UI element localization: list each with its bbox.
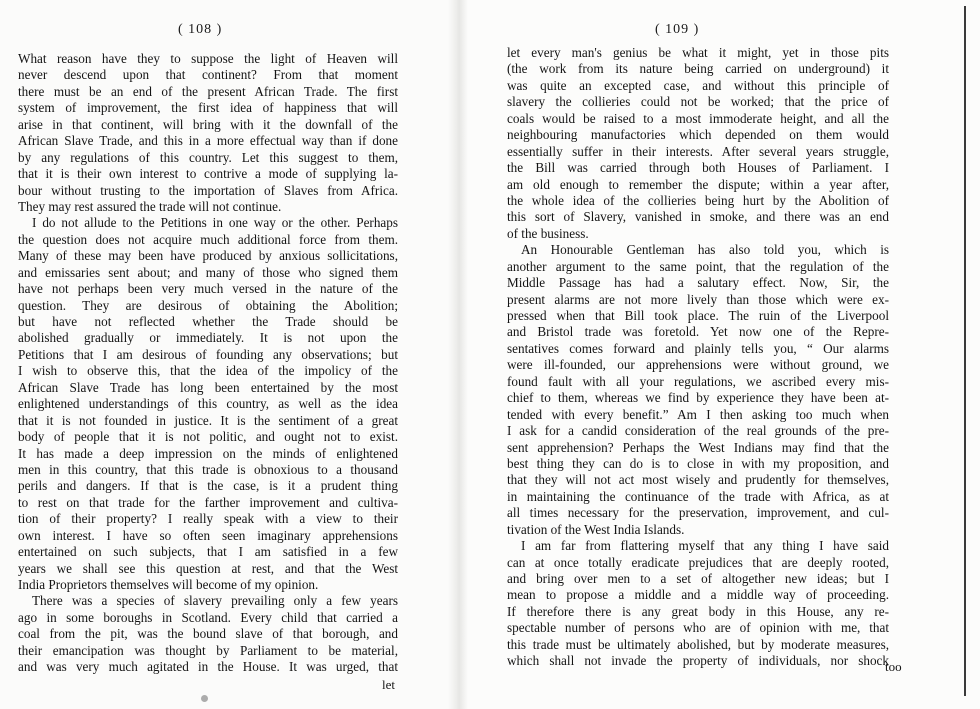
text-line: coals would be raised to a most immoderate height, and all the bbox=[507, 110, 889, 126]
text-line: let every man's genius be what it might, yet in those pits bbox=[507, 45, 889, 60]
page-edge bbox=[964, 6, 966, 696]
ink-blot bbox=[201, 695, 208, 702]
text-line: have not perhaps been very much versed in the nature of the bbox=[18, 281, 398, 297]
text-line: African Slave Trade, and this in a more effectual way than if done bbox=[18, 133, 398, 149]
text-line: was quite an excepted case, and without this principle of bbox=[507, 77, 889, 93]
text-line: neighbouring manufactories which depended on them would bbox=[507, 127, 889, 143]
text-line: best thing they can do is to close in with my proposition, and bbox=[507, 455, 889, 471]
text-line: there must be an end of the present African Trade. The first bbox=[18, 83, 398, 99]
right-page-text bbox=[507, 45, 889, 670]
text-line: system of improvement, the first idea of happiness that will bbox=[18, 100, 398, 116]
text-line: I wish to observe this, that the idea of the impolicy of the bbox=[18, 363, 398, 379]
text-line: which shall not invade the property of individuals, nor shock bbox=[507, 653, 889, 669]
text-line: mean to propose a middle and a middle way of proceeding. bbox=[507, 587, 889, 603]
text-line: in maintaining the continuance of the trade with Africa, as at bbox=[507, 488, 889, 504]
text-line: sentatives comes forward and plainly tells you, “ Our alarms bbox=[507, 340, 889, 356]
text-line: the whole idea of the collieries being hurt by the Abolition of bbox=[507, 192, 889, 208]
text-line: question. They are desirous of obtaining the Abolition; bbox=[18, 297, 398, 313]
text-line: that they will not act most wisely and prudently for themselves, bbox=[507, 472, 889, 488]
text-line: this sort of Slavery, vanished in smoke, and there was an end bbox=[507, 209, 889, 225]
text-line: slavery the collieries could not be worked; that the price of bbox=[507, 94, 889, 110]
text-line: Many of these may been have produced by anxious sollicitations, bbox=[18, 248, 398, 264]
text-line: were ill-founded, our apprehensions were without ground, we bbox=[507, 357, 889, 373]
text-line: can at once totally eradicate prejudices that are deeply rooted, bbox=[507, 554, 889, 570]
text-line: enlightened understandings of this country, as well as the idea bbox=[18, 396, 398, 412]
text-line: years we shall see this question at rest, and that the West bbox=[18, 560, 398, 576]
text-line: chief to them, whereas we find by experience they have been at- bbox=[507, 390, 889, 406]
text-line: I am far from flattering myself that any thing I have said bbox=[521, 538, 889, 554]
text-line: never descend upon that continent? From that moment bbox=[18, 67, 398, 83]
text-line: pressed when that Bill took place. The ruin of the Liverpool bbox=[507, 308, 889, 323]
text-line: their emancipation was thought by Parliament to be material, bbox=[18, 642, 398, 658]
book-gutter bbox=[448, 0, 468, 709]
text-line: but have not reflected whether the Trade should be bbox=[18, 314, 398, 329]
text-line: that it is their own interest to contrive a mode of supplying la- bbox=[18, 166, 398, 182]
text-line: all times necessary for the preservation, improvement, and cul- bbox=[507, 505, 889, 521]
text-line: ago in some boroughs in Scotland. Every child that carried a bbox=[18, 609, 398, 625]
text-line: own interest. I have so often seen imaginary apprehensions bbox=[18, 527, 398, 543]
text-line: and was very much agitated in the House. It was urged, that bbox=[18, 659, 398, 675]
text-line: to rest on that trade for the farther improvement and cultiva- bbox=[18, 494, 398, 510]
text-line: sent apprehension? Perhaps the West Indians may find that the bbox=[507, 439, 889, 455]
catchword-left: let bbox=[382, 677, 395, 692]
text-line: of the business. bbox=[507, 225, 589, 241]
text-line: another argument to the same point, that the regulation of the bbox=[507, 258, 889, 274]
text-line: tivation of the West India Islands. bbox=[507, 521, 685, 537]
page-number-right: ( 109 ) bbox=[655, 22, 700, 37]
text-line: present alarms are not more lively than those which were ex- bbox=[507, 291, 889, 307]
text-line: It has made a deep impression on the minds of enlightened bbox=[18, 445, 398, 461]
text-line: India Proprietors themselves will become of my opinion. bbox=[18, 577, 319, 592]
text-line: African Slave Trade has long been entertained by the most bbox=[18, 379, 398, 395]
text-line: entertained on such subjects, that I am satisfied in a few bbox=[18, 544, 398, 560]
text-line: perils and dangers. If that is the case, is it a prudent thing bbox=[18, 478, 398, 494]
text-line: tion of their property? I really speak with a view to their bbox=[18, 511, 398, 527]
text-line: They may rest assured the trade will not continue. bbox=[18, 198, 282, 214]
text-line: body of people that it is not politic, and ought not to exist. bbox=[18, 429, 398, 445]
catchword-right: too bbox=[885, 659, 902, 674]
text-line: Middle Passage has had a salutary effect. Now, Sir, the bbox=[507, 275, 889, 291]
text-line: the question does not acquire much additional force from them. bbox=[18, 231, 398, 247]
text-line: men in this country, that this trade is obnoxious to a thousand bbox=[18, 461, 398, 477]
text-line: this trade must be ultimately abolished, but by moderate measures, bbox=[507, 636, 889, 652]
text-line: essentially suffer in their interests. After several years struggle, bbox=[507, 143, 889, 159]
text-line: I ask for a candid consideration of the real grounds of the pre- bbox=[507, 423, 889, 439]
text-line: Petitions that I am desirous of founding any observations; but bbox=[18, 346, 398, 362]
text-line: bour without trusting to the importation of Slaves from Africa. bbox=[18, 182, 398, 198]
text-line: abolished gradually or immediately. It is not upon the bbox=[18, 330, 398, 346]
text-line: coal from the pit, was the bound slave of that borough, and bbox=[18, 626, 398, 642]
left-page-text bbox=[18, 51, 398, 676]
text-line: tended with every benefit.” Am I then asking too much when bbox=[507, 406, 889, 422]
text-line: spectable number of persons who are of opinion with me, that bbox=[507, 620, 889, 636]
text-line: and Bristol trade was foretold. Yet now one of the Repre- bbox=[507, 324, 889, 340]
text-line: and emissaries sent about; and many of those who signed them bbox=[18, 264, 398, 280]
text-line: that it is not founded in justice. It is the sentiment of a great bbox=[18, 412, 398, 428]
text-line: (the work from its nature being carried on underground) it bbox=[507, 61, 889, 77]
text-line: and bring over men to a set of altogether new ideas; but I bbox=[507, 571, 889, 586]
text-line: by any regulations of this country. Let this suggest to them, bbox=[18, 149, 398, 165]
text-line: If therefore there is any great body in this House, any re- bbox=[507, 603, 889, 619]
page-number-left: ( 108 ) bbox=[178, 22, 223, 37]
text-line: arise in that continent, will bring with it the downfall of the bbox=[18, 116, 398, 132]
text-line: An Honourable Gentleman has also told you, which is bbox=[521, 242, 889, 258]
text-line: am old enough to remember the dispute; within a year after, bbox=[507, 176, 889, 192]
text-line: found fault with all your regulations, we ascribed every mis- bbox=[507, 373, 889, 389]
text-line: I do not allude to the Petitions in one way or the other. Perhaps bbox=[32, 215, 398, 231]
text-line: the Bill was carried through both Houses of Parliament. I bbox=[507, 160, 889, 176]
text-line: There was a species of slavery prevailing only a few years bbox=[32, 593, 398, 609]
text-line: What reason have they to suppose the light of Heaven will bbox=[18, 51, 398, 66]
